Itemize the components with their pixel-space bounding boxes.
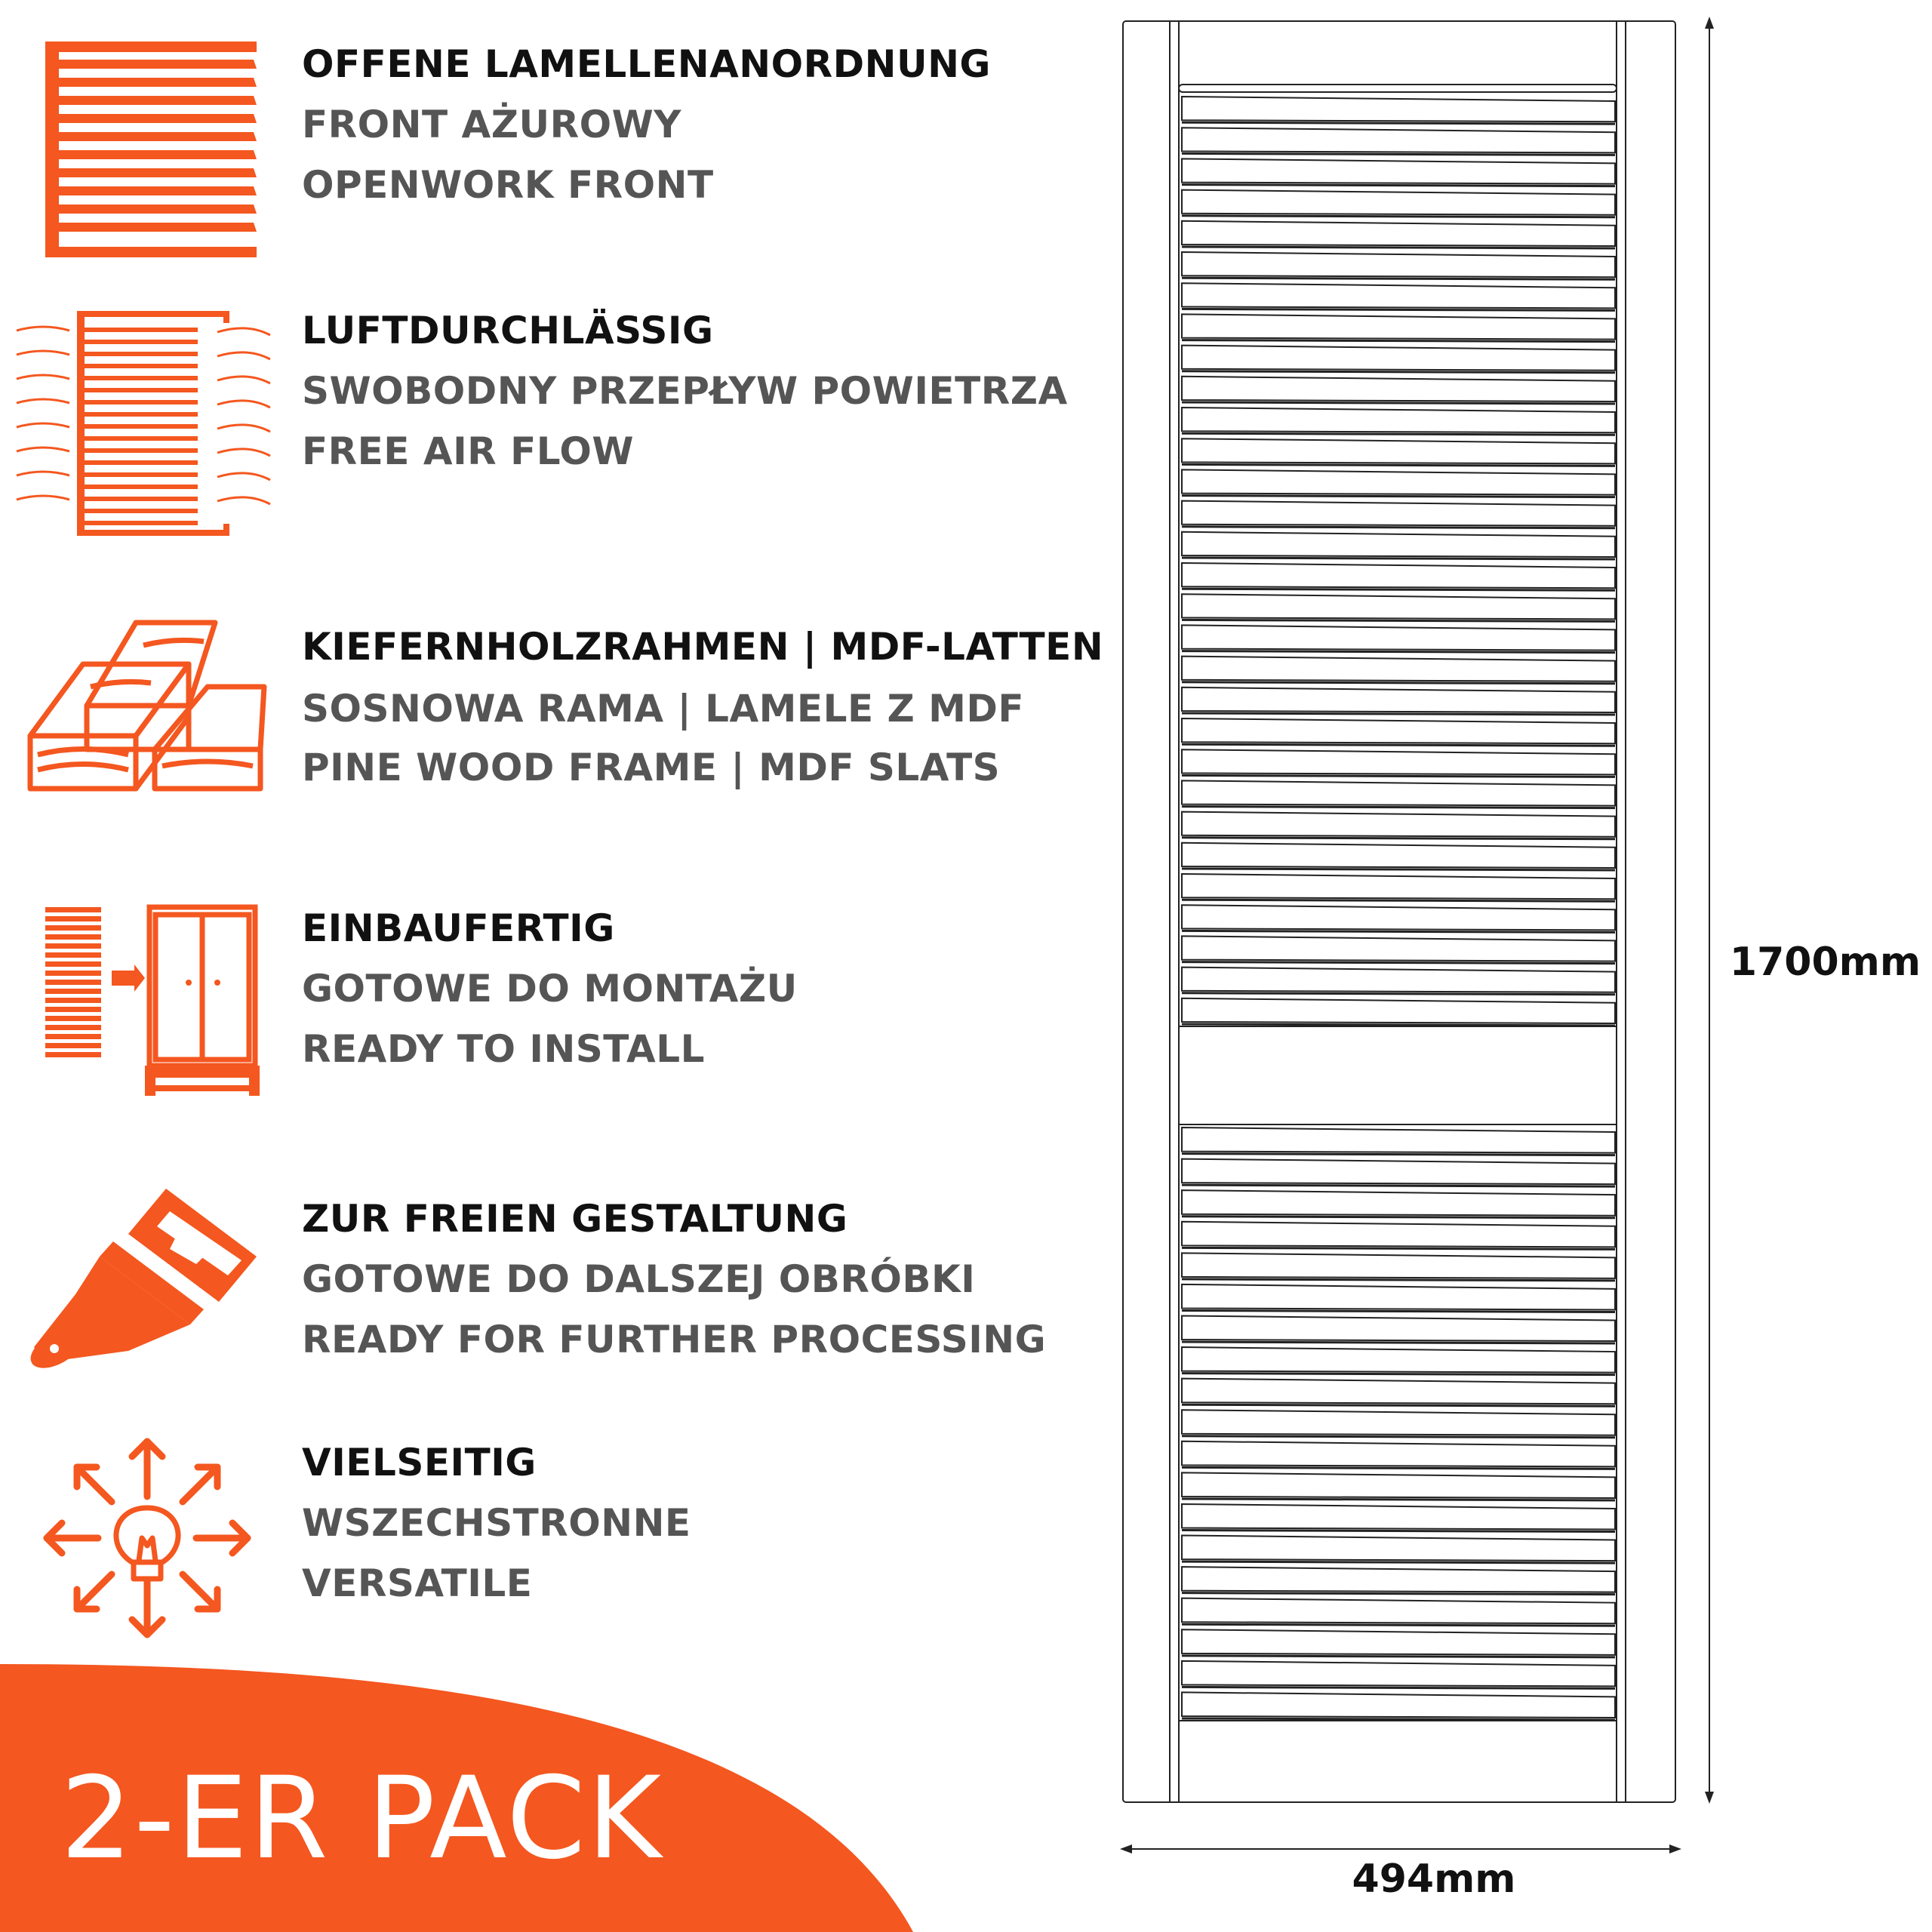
louvre-slat	[1182, 283, 1615, 308]
feature-openwork	[0, 34, 1087, 283]
feature-install	[0, 898, 1087, 1147]
louvre-slat-shadow	[1182, 900, 1615, 901]
louvre-slat-shadow	[1182, 775, 1615, 777]
louvre-slat	[1182, 718, 1615, 743]
louvre-slat	[1182, 905, 1615, 930]
lightbulb-arrows-icon	[15, 1432, 279, 1681]
louvre-slat-shadow	[1182, 589, 1615, 590]
louvre-slat-shadow	[1182, 1436, 1615, 1438]
louvre-door-drawing	[1117, 15, 1721, 1857]
louvre-slat-shadow	[1182, 1624, 1615, 1626]
louvre-slat-shadow	[1182, 807, 1615, 808]
louvre-slat-shadow	[1182, 527, 1615, 528]
louvre-slat	[1182, 1159, 1615, 1185]
wood-planks-icon	[15, 615, 279, 864]
louvre-slat-shadow	[1182, 682, 1615, 684]
louvre-slat	[1182, 563, 1615, 588]
louvre-slat-shadow	[1182, 433, 1615, 435]
louvre-slat	[1182, 97, 1615, 122]
louvre-slat	[1182, 688, 1615, 712]
louvre-slat-shadow	[1182, 247, 1615, 248]
louvre-slat	[1182, 469, 1615, 494]
louvre-slat-shadow	[1182, 1024, 1615, 1026]
feature-airflow	[0, 300, 1087, 549]
feature-subtitle-pl: SWOBODNY PRZEPŁYW POWIETRZA	[302, 369, 1068, 413]
louvre-slat	[1182, 532, 1615, 557]
louvre-slat	[1182, 1598, 1615, 1624]
louvre-slat-shadow	[1182, 1404, 1615, 1406]
louvre-slat	[1182, 1472, 1615, 1498]
louvre-slat-shadow	[1182, 1531, 1615, 1532]
feature-subtitle-en: READY TO INSTALL	[302, 1027, 705, 1071]
pack-badge-label: 2-ER PACK	[60, 1753, 663, 1884]
louvre-slat	[1182, 1253, 1615, 1278]
louvre-slat	[1182, 780, 1615, 805]
louvre-slat	[1182, 625, 1615, 650]
louvre-slat	[1182, 1504, 1615, 1530]
louvre-slat-shadow	[1182, 1310, 1615, 1312]
louvre-slat	[1182, 1661, 1615, 1687]
feature-versatile	[0, 1432, 1087, 1681]
louvre-slat-shadow	[1182, 1499, 1615, 1500]
louvre-slat-shadow	[1182, 1687, 1615, 1688]
upper-slats	[1182, 97, 1615, 1026]
louvre-slat-shadow	[1182, 1217, 1615, 1218]
air-flow-icon	[15, 300, 279, 549]
louvre-slat	[1182, 1347, 1615, 1373]
lower-slats	[1182, 1128, 1615, 1720]
louvre-slat-shadow	[1182, 558, 1615, 559]
louvre-slat-shadow	[1182, 1247, 1615, 1249]
louvre-slat	[1182, 158, 1615, 183]
louvre-slat	[1182, 408, 1615, 432]
feature-subtitle-pl: SOSNOWA RAMA | LAMELE Z MDF	[302, 687, 1025, 731]
louvre-slat	[1182, 1379, 1615, 1404]
louvre-slat-shadow	[1182, 962, 1615, 964]
feature-title: ZUR FREIEN GESTALTUNG	[302, 1197, 848, 1241]
feature-subtitle-en: OPENWORK FRONT	[302, 163, 714, 207]
louvre-slat-shadow	[1182, 1185, 1615, 1186]
louvre-slat	[1182, 843, 1615, 868]
louvre-slat-shadow	[1182, 371, 1615, 373]
louvre-slat	[1182, 377, 1615, 401]
louvre-slat-shadow	[1182, 838, 1615, 839]
feature-material	[0, 615, 1104, 864]
louvre-slat-shadow	[1182, 1342, 1615, 1343]
louvre-slat	[1182, 221, 1615, 246]
louvre-slat	[1182, 812, 1615, 837]
louvre-slat	[1182, 128, 1615, 152]
louvre-slat-shadow	[1182, 309, 1615, 310]
louvre-slat-shadow	[1182, 185, 1615, 186]
louvre-slat	[1182, 1128, 1615, 1153]
louvre-slat	[1182, 998, 1615, 1023]
feature-subtitle-pl: GOTOWE DO MONTAŻU	[302, 967, 798, 1011]
feature-subtitle-en: VERSATILE	[302, 1561, 533, 1605]
louvre-slat-shadow	[1182, 1656, 1615, 1657]
louvre-slat-shadow	[1182, 931, 1615, 932]
feature-customizable	[0, 1189, 1087, 1438]
louvre-slat	[1182, 594, 1615, 619]
louvre-slat-shadow	[1182, 464, 1615, 466]
louvre-slat	[1182, 1410, 1615, 1435]
louvre-slat	[1182, 1222, 1615, 1247]
louvre-slat-shadow	[1182, 1718, 1615, 1720]
paint-brush-icon	[15, 1189, 279, 1438]
louvre-slat	[1182, 501, 1615, 526]
louvre-slat	[1182, 874, 1615, 899]
louvre-slat-shadow	[1182, 1154, 1615, 1155]
louvre-slat-shadow	[1182, 1593, 1615, 1595]
louvre-slat	[1182, 1692, 1615, 1718]
louvre-slat	[1182, 1567, 1615, 1592]
louvre-slat-shadow	[1182, 744, 1615, 746]
louvre-slat	[1182, 346, 1615, 371]
louvre-slat-shadow	[1182, 402, 1615, 404]
feature-subtitle-pl: WSZECHSTRONNE	[302, 1501, 691, 1545]
feature-subtitle-pl: GOTOWE DO DALSZEJ OBRÓBKI	[302, 1257, 976, 1301]
louvre-slat-shadow	[1182, 713, 1615, 715]
louvre-slat-shadow	[1182, 1467, 1615, 1469]
louvre-slat	[1182, 1629, 1615, 1655]
louvre-slat-shadow	[1182, 1561, 1615, 1563]
louvre-slat	[1182, 936, 1615, 961]
louvre-slat	[1182, 968, 1615, 992]
louvre-slat	[1182, 1536, 1615, 1561]
louvre-slat	[1182, 1284, 1615, 1310]
feature-title: OFFENE LAMELLENANORDNUNG	[302, 42, 991, 86]
feature-subtitle-pl: FRONT AŻUROWY	[302, 103, 681, 146]
louvre-slat	[1182, 190, 1615, 215]
louvre-slat-shadow	[1182, 122, 1615, 124]
feature-title: VIELSEITIG	[302, 1441, 537, 1484]
louvre-slat-shadow	[1182, 278, 1615, 279]
feature-subtitle-en: PINE WOOD FRAME | MDF SLATS	[302, 746, 1001, 789]
feature-subtitle-en: READY FOR FURTHER PROCESSING	[302, 1318, 1047, 1361]
height-dimension-line	[1690, 15, 1721, 1811]
feature-title: EINBAUFERTIG	[302, 906, 615, 950]
louvre-slat-shadow	[1182, 869, 1615, 870]
height-dimension-label: 1700mm	[1729, 940, 1921, 985]
louver-slats-icon	[15, 34, 279, 283]
feature-subtitle-en: FREE AIR FLOW	[302, 429, 634, 473]
louvre-slat-shadow	[1182, 340, 1615, 342]
louvre-slat-shadow	[1182, 153, 1615, 155]
louvre-slat-shadow	[1182, 1279, 1615, 1281]
louvre-slat	[1182, 438, 1615, 463]
feature-title: KIEFERNHOLZRAHMEN | MDF-LATTEN	[302, 625, 1104, 669]
louvre-slat	[1182, 1190, 1615, 1216]
louvre-slat	[1182, 1441, 1615, 1467]
louvre-slat	[1182, 749, 1615, 774]
louvre-slat-shadow	[1182, 1374, 1615, 1375]
louvre-slat-shadow	[1182, 496, 1615, 497]
louvre-slat-shadow	[1182, 216, 1615, 217]
width-dimension-label: 494mm	[1352, 1857, 1516, 1902]
louvre-slat	[1182, 657, 1615, 681]
louvre-slat-shadow	[1182, 651, 1615, 653]
louvre-slat-shadow	[1182, 993, 1615, 995]
louvre-slat-shadow	[1182, 620, 1615, 621]
louvre-slat	[1182, 1315, 1615, 1341]
louvre-slat	[1182, 314, 1615, 339]
feature-title: LUFTDURCHLÄSSIG	[302, 309, 714, 352]
louvre-slat	[1182, 252, 1615, 277]
cabinet-install-icon	[15, 898, 279, 1147]
